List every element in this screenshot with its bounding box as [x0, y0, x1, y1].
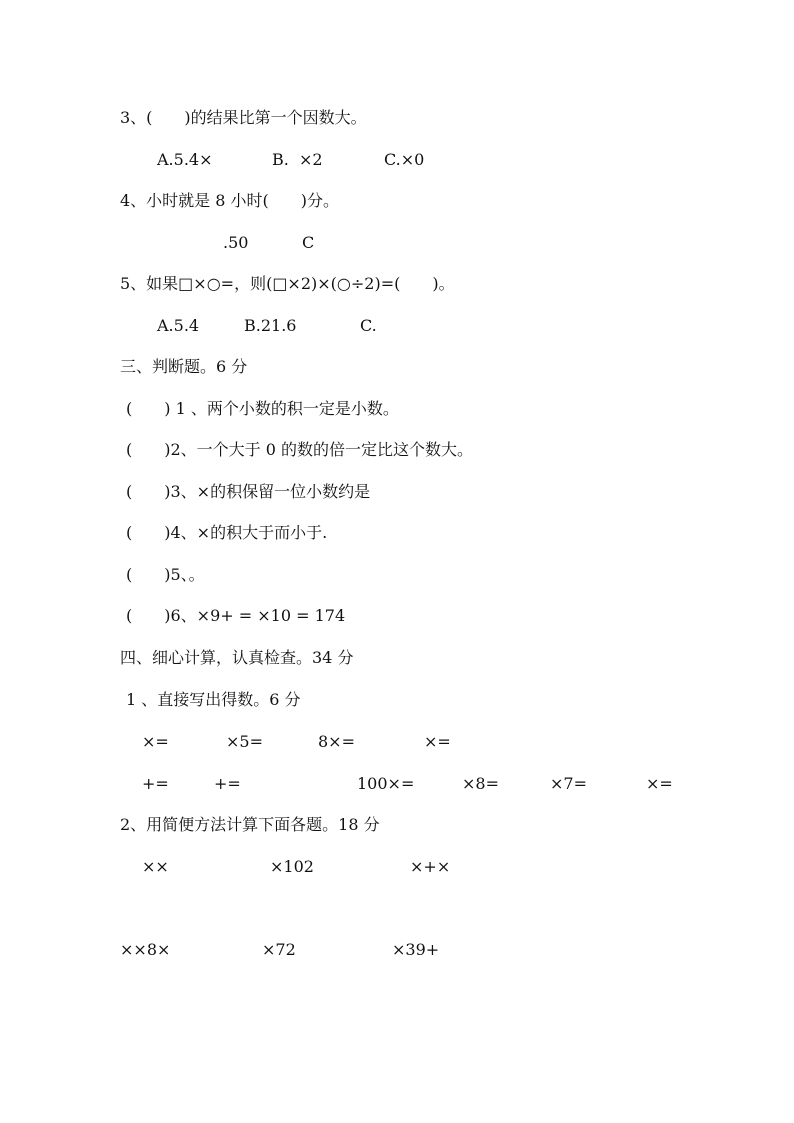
oral-calc-1: ×= [142, 732, 169, 751]
question-5-option-a: A.5.4 [157, 316, 200, 335]
question-3: 3、( )的结果比第一个因数大。 [120, 108, 367, 127]
oral-calc-9: ×7= [550, 774, 587, 793]
judge-item-1: ( ) 1 、两个小数的积一定是小数。 [126, 399, 399, 418]
question-5-option-c: C. [360, 316, 377, 335]
oral-calc-4: ×= [424, 732, 451, 751]
judge-item-3: ( )3、×的积保留一位小数约是 [126, 482, 371, 501]
simple-calc-6: ×39+ [392, 940, 440, 959]
question-3-option-a: A.5.4× [157, 150, 213, 169]
section-3-title: 三、判断题。6 分 [120, 357, 248, 376]
section-4-part-2-title: 2、用简便方法计算下面各题。18 分 [120, 815, 380, 834]
question-4-option-2: C [302, 233, 315, 252]
question-4-option-1: .50 [223, 233, 249, 252]
section-4-part-1-title: 1 、直接写出得数。6 分 [126, 690, 301, 709]
question-3-option-c: C.×0 [384, 150, 425, 169]
simple-calc-1: ×× [142, 857, 169, 876]
oral-calc-7: 100×= [357, 774, 415, 793]
oral-calc-10: ×= [646, 774, 673, 793]
judge-item-4: ( )4、×的积大于而小于. [126, 523, 328, 542]
simple-calc-2: ×102 [270, 857, 314, 876]
simple-calc-5: ×72 [262, 940, 296, 959]
oral-calc-6: += [214, 774, 241, 793]
oral-calc-8: ×8= [462, 774, 499, 793]
oral-calc-3: 8×= [318, 732, 355, 751]
question-5: 5、如果□×○=，则(□×2)×(○÷2)=( )。 [120, 274, 455, 293]
judge-item-2: ( )2、一个大于 0 的数的倍一定比这个数大。 [126, 440, 474, 459]
simple-calc-4: ××8× [120, 940, 171, 959]
judge-item-5: ( )5、。 [126, 565, 205, 584]
oral-calc-5: += [142, 774, 169, 793]
simple-calc-3: ×+× [410, 857, 451, 876]
question-5-option-b: B.21.6 [244, 316, 297, 335]
judge-item-6: ( )6、×9+ = ×10 = 174 [126, 606, 346, 625]
question-3-option-b: B. ×2 [272, 150, 323, 169]
oral-calc-2: ×5= [226, 732, 263, 751]
section-4-title: 四、细心计算，认真检查。34 分 [120, 648, 354, 667]
question-4: 4、小时就是 8 小时( )分。 [120, 191, 340, 210]
